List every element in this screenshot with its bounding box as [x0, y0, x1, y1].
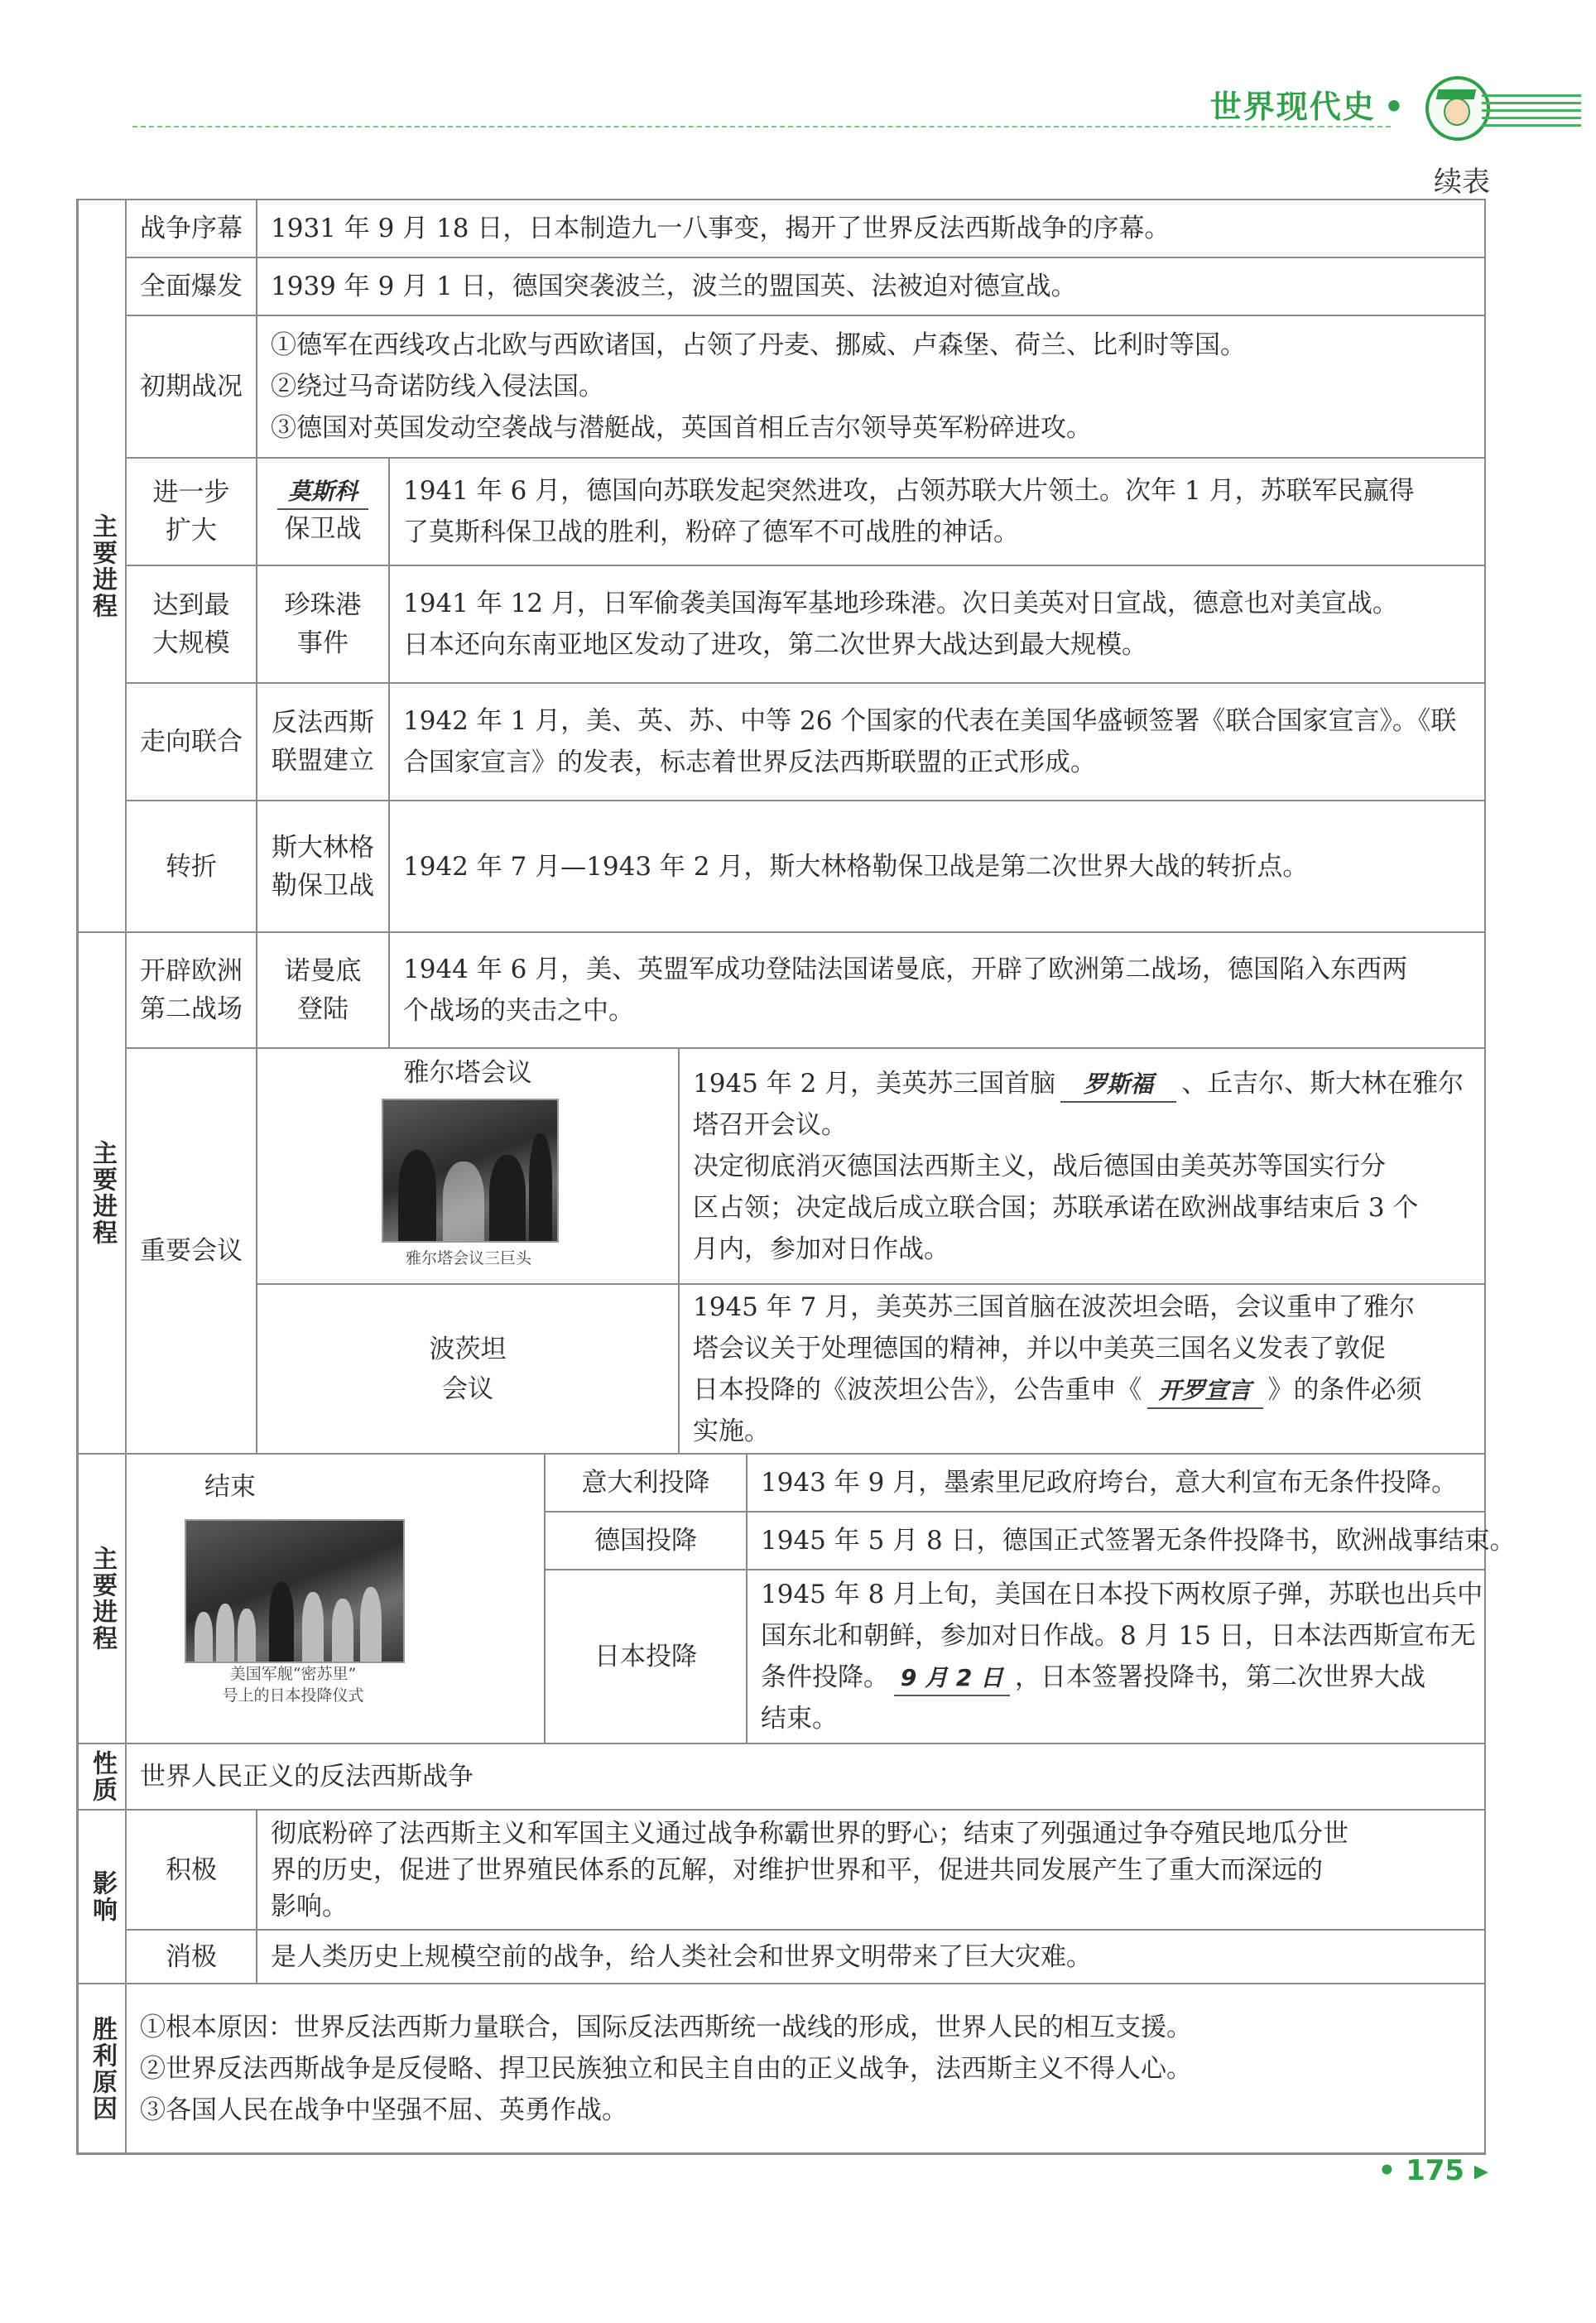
section-label-nature: 性质	[79, 1743, 127, 1809]
second-front-text: 1944 年 6 月，美、英盟军成功登陆法国诺曼底，开辟了欧洲第二战场，德国陷入东西两 个战场的夹击之中。	[390, 931, 1486, 1047]
stage-expansion: 进一步 扩大	[127, 457, 257, 565]
ending-italy-label: 意大利投降	[546, 1453, 748, 1511]
fill-blank-sept-2: 9 月 2 日	[894, 1662, 1010, 1696]
ending-germany-text: 1945 年 5 月 8 日，德国正式签署无条件投降书，欧洲战事结束。	[748, 1511, 1486, 1569]
page-number: • 175 ▸	[1377, 2154, 1488, 2187]
event-stalingrad: 斯大林格 勒保卫战	[257, 800, 390, 931]
prelude-text: 1931 年 9 月 18 日，日本制造九一八事变，揭开了世界反法西斯战争的序幕。	[257, 199, 1486, 257]
outbreak-text: 1939 年 9 月 1 日，德国突袭波兰，波兰的盟国英、法被迫对德宣战。	[257, 257, 1486, 315]
surrender-photo	[185, 1519, 405, 1663]
turning-point-text: 1942 年 7 月—1943 年 2 月，斯大林格勒保卫战是第二次世界大战的转折点。	[390, 800, 1486, 931]
yalta-photo	[382, 1099, 559, 1243]
stage-early: 初期战况	[127, 315, 257, 457]
impact-negative-text: 是人类历史上规模空前的战争，给人类社会和世界文明带来了巨大灾难。	[257, 1929, 1486, 1983]
impact-positive-text: 彻底粉碎了法西斯主义和军国主义通过战争称霸世界的野心；结束了列强通过争夺殖民地瓜分世 界的历史，促进了世界殖民体系的瓦解，对维护世界和平，促进共同发展产生了重大而深远的 影响。	[257, 1809, 1486, 1929]
ending-title: 结束	[204, 1472, 256, 1502]
header-divider	[132, 126, 1391, 127]
ending-italy-text: 1943 年 9 月，墨索里尼政府垮台，意大利宣布无条件投降。	[748, 1453, 1486, 1511]
event-alliance-formed: 反法西斯 联盟建立	[257, 682, 390, 800]
stage-conferences: 重要会议	[127, 1047, 257, 1453]
yalta-title: 雅尔塔会议	[403, 1058, 532, 1088]
continued-label: 续表	[1434, 166, 1490, 199]
ending-cell	[127, 1453, 546, 1743]
event-normandy: 诺曼底 登陆	[257, 931, 390, 1047]
potsdam-text: 1945 年 7 月，美英苏三国首脑在波茨坦会晤，会议重申了雅尔 塔会议关于处理德国的精神，并以中美英三国名义发表了敦促 日本投降的《波茨坦公告》，公告重申《 开罗宣言 》的条件必须 实施。	[680, 1283, 1486, 1453]
fill-blank-moscow: 莫斯科	[277, 475, 368, 510]
nature-text: 世界人民正义的反法西斯战争	[127, 1743, 1486, 1809]
yalta-photo-caption: 雅尔塔会议三巨头	[405, 1249, 531, 1267]
yalta-name-cell	[257, 1047, 680, 1283]
section-label-impact: 影响	[79, 1809, 127, 1983]
stage-turning-point: 转折	[127, 800, 257, 931]
max-scale-text: 1941 年 12 月，日军偷袭美国海军基地珍珠港。次日美英对日宣战，德意也对美宣战。 日本还向东南亚地区发动了进攻，第二次世界大战达到最大规模。	[390, 565, 1486, 682]
potsdam-name-cell: 波茨坦 会议	[257, 1283, 680, 1453]
page-header	[0, 0, 1596, 141]
section-label-process-3: 主要进程	[79, 1453, 127, 1743]
expansion-text: 1941 年 6 月，德国向苏联发起突然进攻，占领苏联大片领土。次年 1 月，苏联军民赢得 了莫斯科保卫战的胜利，粉碎了德军不可战胜的神话。	[390, 457, 1486, 565]
student-mascot-icon	[1425, 76, 1490, 141]
section-label-process-1: 主要进程	[79, 199, 127, 931]
event-moscow: 莫斯科 保卫战	[257, 457, 390, 565]
yalta-text: 1945 年 2 月，美英苏三国首脑 罗斯福 、丘吉尔、斯大林在雅尔 塔召开会议。 决定彻底消灭德国法西斯主义，战后德国由美英苏等国实行分 区占领；决定战后成立联合国；苏联承诺在欧洲战事结束后 3 个 月内，参加对日作战。	[680, 1047, 1486, 1283]
section-label-victory: 胜利原因	[79, 1983, 127, 2152]
stage-alliance: 走向联合	[127, 682, 257, 800]
section-title: 世界现代史 •	[1209, 89, 1406, 125]
event-pearl-harbor: 珍珠港 事件	[257, 565, 390, 682]
early-text: ①德军在西线攻占北欧与西欧诸国，占领了丹麦、挪威、卢森堡、荷兰、比利时等国。 ②绕过马奇诺防线入侵法国。 ③德国对英国发动空袭战与潜艇战，英国首相丘吉尔领导英军粉碎进攻。	[257, 315, 1486, 457]
impact-negative-label: 消极	[127, 1929, 257, 1983]
surrender-photo-caption: 美国军舰“密苏里” 号上的日本投降仪式	[222, 1665, 364, 1705]
fill-blank-roosevelt: 罗斯福	[1060, 1068, 1176, 1103]
ending-japan-label: 日本投降	[546, 1569, 748, 1743]
fill-blank-cairo: 开罗宣言	[1147, 1374, 1263, 1409]
victory-text: ①根本原因：世界反法西斯力量联合，国际反法西斯统一战线的形成，世界人民的相互支援。 ②世界反法西斯战争是反侵略、捍卫民族独立和民主自由的正义战争，法西斯主义不得人心。 ③各国人民在战争中坚强不屈、英勇作战。	[127, 1983, 1486, 2152]
stage-outbreak: 全面爆发	[127, 257, 257, 315]
section-label-process-2: 主要进程	[79, 931, 127, 1453]
alliance-text: 1942 年 1 月，美、英、苏、中等 26 个国家的代表在美国华盛顿签署《联合国家宣言》。《联 合国家宣言》的发表，标志着世界反法西斯联盟的正式形成。	[390, 682, 1486, 800]
ending-germany-label: 德国投降	[546, 1511, 748, 1569]
header-stripes	[1482, 94, 1581, 132]
ending-japan-text: 1945 年 8 月上旬，美国在日本投下两枚原子弹，苏联也出兵中 国东北和朝鲜，参加对日作战。8 月 15 日，日本法西斯宣布无 条件投降。 9 月 2 日 ，日本签署投降书，第二次世界大战 结束。	[748, 1569, 1486, 1743]
impact-positive-label: 积极	[127, 1809, 257, 1929]
history-table	[76, 199, 1516, 2155]
stage-second-front: 开辟欧洲 第二战场	[127, 931, 257, 1047]
stage-prelude: 战争序幕	[127, 199, 257, 257]
stage-max-scale: 达到最 大规模	[127, 565, 257, 682]
